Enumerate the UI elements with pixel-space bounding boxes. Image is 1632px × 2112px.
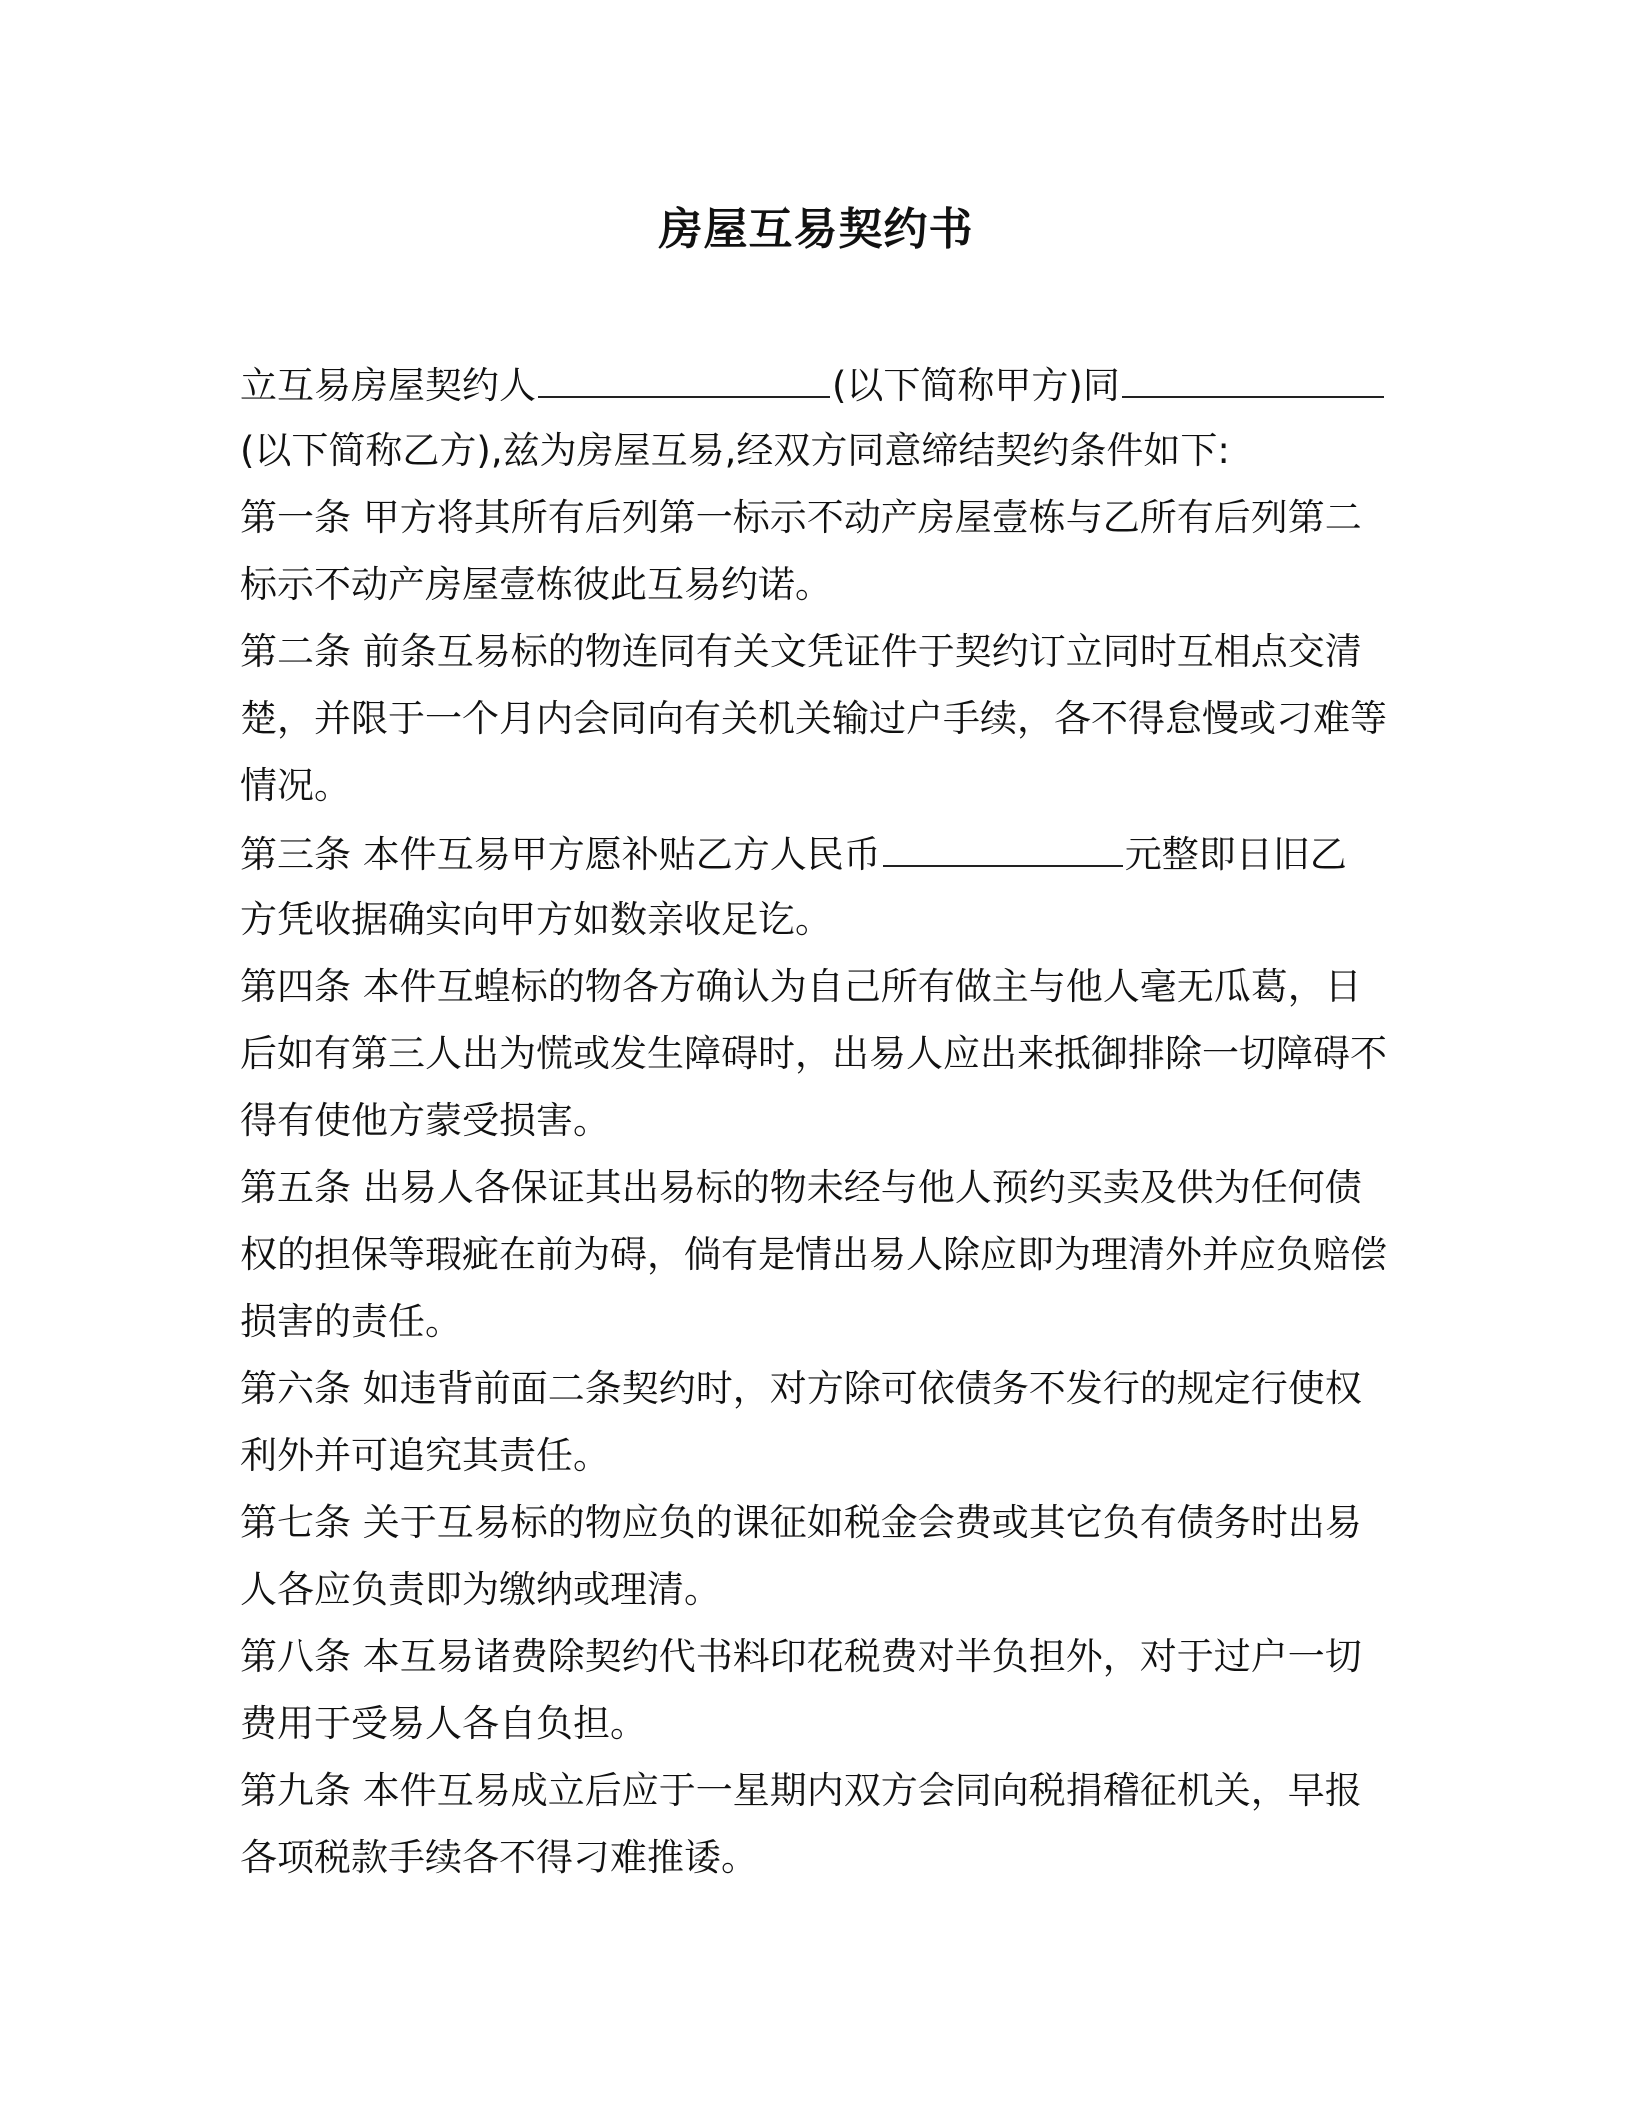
article-8-line-1: 第八条 本互易诸费除契约代书料印花税费对半负担外，对于过户一切 xyxy=(240,1635,1362,1678)
article-8-line-2: 费用于受易人各自负担。 xyxy=(240,1702,647,1745)
amount-blank xyxy=(883,819,1123,867)
document-title: 房屋互易契约书 xyxy=(658,204,974,255)
article-4-line-1: 第四条 本件互蝗标的物各方确认为自己所有做主与他人毫无瓜葛，日 xyxy=(240,965,1362,1008)
article-6-line-1: 第六条 如违背前面二条契约时，对方除可依债务不发行的规定行使权 xyxy=(240,1367,1362,1410)
article-5-line-1: 第五条 出易人各保证其出易标的物未经与他人预约买卖及供为任何债 xyxy=(240,1166,1362,1209)
article-4-line-2: 后如有第三人出为慌或发生障碍时，出易人应出来抵御排除一切障碍不 xyxy=(240,1032,1387,1075)
article-4-line-3: 得有使他方蒙受损害。 xyxy=(240,1099,610,1142)
article-2-line-2: 楚，并限于一个月内会同向有关机关输过户手续，各不得怠慢或刁难等 xyxy=(240,697,1387,740)
article-9-line-2: 各项税款手续各不得刁难推诿。 xyxy=(240,1836,758,1879)
intro-line-1 xyxy=(240,350,1380,417)
article-3-text-b: 元整即日旧乙 xyxy=(1124,833,1347,876)
intro-party-label: 立互易房屋契约人 xyxy=(240,364,536,407)
intro-line-2: (以下简称乙方),兹为房屋互易,经双方同意缔结契约条件如下: xyxy=(240,429,1230,472)
article-3-line-2: 方凭收据确实向甲方如数亲收足讫。 xyxy=(240,898,832,941)
article-3-line-1 xyxy=(240,819,1380,886)
article-5-line-2: 权的担保等瑕疵在前为碍，倘有是情出易人除应即为理清外并应负赔偿 xyxy=(240,1233,1387,1276)
article-1-line-1: 第一条 甲方将其所有后列第一标示不动产房屋壹栋与乙所有后列第二 xyxy=(240,496,1362,539)
article-7-line-1: 第七条 关于互易标的物应负的课征如税金会费或其它负有债务时出易 xyxy=(240,1501,1362,1544)
article-7-line-2: 人各应负责即为缴纳或理清。 xyxy=(240,1568,721,1611)
article-2-line-3: 情况。 xyxy=(240,764,351,807)
article-9-line-1: 第九条 本件互易成立后应于一星期内双方会同向税捐稽征机关，早报 xyxy=(240,1769,1362,1812)
party-b-blank xyxy=(1122,350,1384,398)
article-6-line-2: 利外并可追究其责任。 xyxy=(240,1434,610,1477)
article-3-text-a: 第三条 本件互易甲方愿补贴乙方人民币 xyxy=(240,833,881,876)
party-a-blank xyxy=(538,350,830,398)
article-1-line-2: 标示不动产房屋壹栋彼此互易约诺。 xyxy=(240,563,832,606)
article-2-line-1: 第二条 前条互易标的物连同有关文凭证件于契约订立同时互相点交清 xyxy=(240,630,1362,673)
contract-body xyxy=(240,350,1387,1891)
article-5-line-3: 损害的责任。 xyxy=(240,1300,462,1343)
intro-party-a-suffix: (以下简称甲方)同 xyxy=(832,364,1120,407)
